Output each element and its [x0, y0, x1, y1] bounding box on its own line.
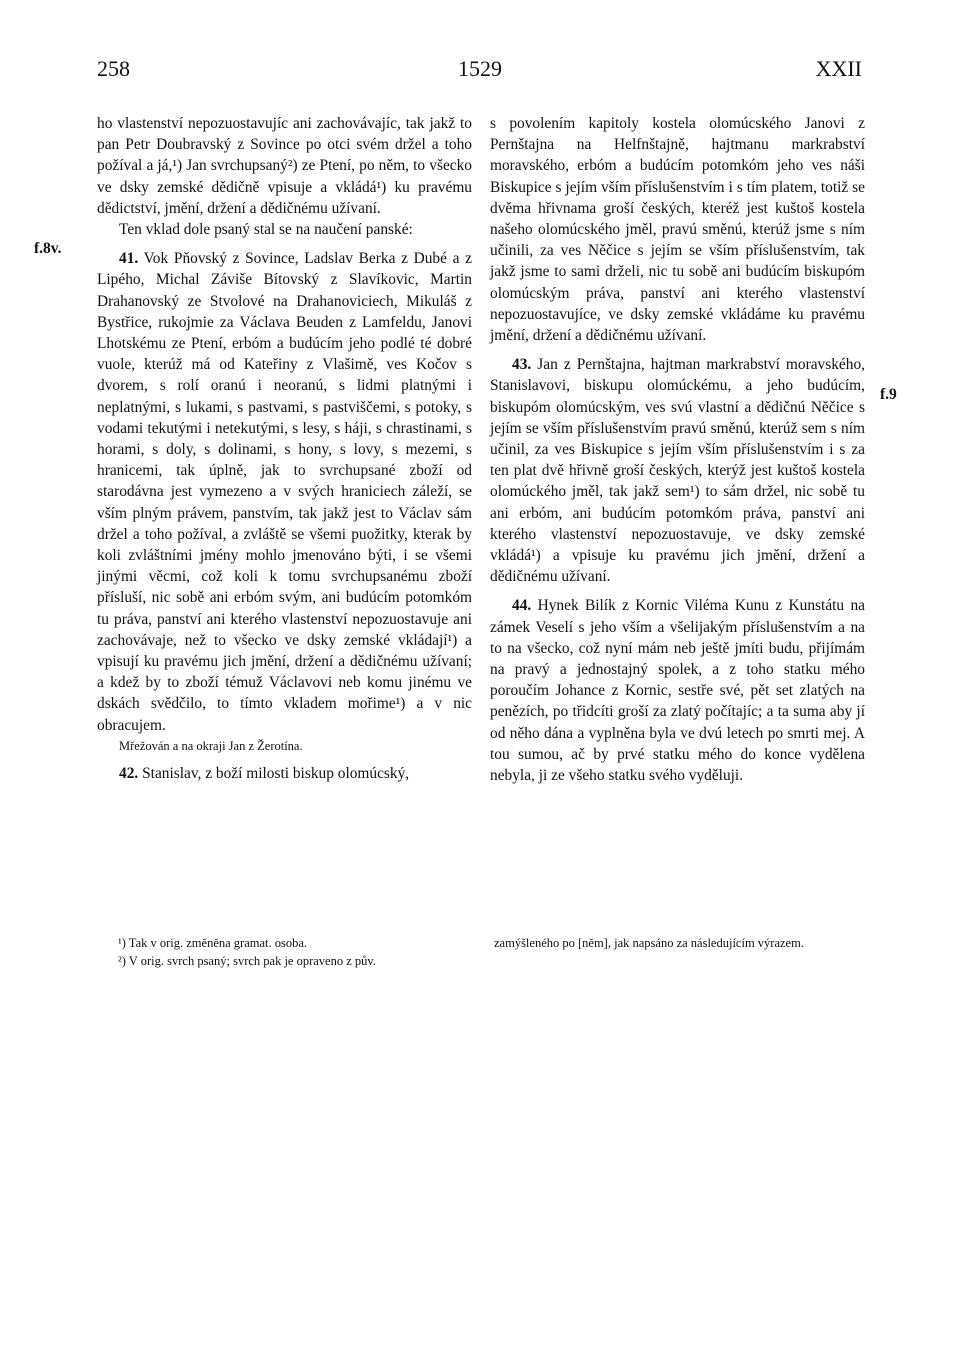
entry-43: [490, 354, 865, 587]
entry-42: [97, 763, 472, 784]
page-number: 258: [97, 56, 130, 81]
left-text-column: [97, 113, 472, 784]
entry-text: Hynek Bilík z Kornic Viléma Kunu z Kunstátu na zámek Veselí s jeho vším a všelijakým příslušenstvím a na to na všecko, což nyní mám neb ještě jmíti budu, přijímám na pravý a jednostajný spolek, a z toho statku mého poroučím Johance z Kornic, sestře své, pět set zlatých na penězích, po třidcíti groší za zlatý počítajíc; a ta suma aby jí od něho dána a vyplněna byla ve dvú letech po smrti mej. A tou sumou, ač by prvé statku mého do konce vydělena nebyla, ji ze všeho statku svého vyděluji.: [490, 597, 865, 785]
entry-number: 41.: [119, 250, 139, 268]
folio-reference-left: f.8v.: [34, 240, 62, 257]
page-year: 1529: [458, 56, 502, 81]
page-roman-numeral: XXII: [815, 56, 862, 81]
footnote-1: ¹) Tak v orig. změněna gramat. osoba.: [118, 936, 308, 950]
entry-number: 42.: [119, 764, 139, 782]
entry-number: 44.: [512, 597, 532, 615]
entry-44: [490, 595, 865, 786]
right-text-column: [490, 113, 865, 786]
paragraph-note-heading: Ten vklad dole psaný stal se na naučení panské:: [119, 221, 413, 239]
editorial-note: Mřežován a na okraji Jan z Žerotína.: [119, 738, 303, 753]
paragraph-continuation: s povolením kapitoly kostela olomúcského Janovi z Pernštajna na Helfnštajně, hajtmanu markrabství moravského, erbóm a budúcím potomkóm jeho ves náši Biskupice s jejím vším příslušenstvím i s tím platem, totiž se dvěma hřivnama groší českých, kteréž jest kuštoš kostela našeho olomúcského jměl, pravú směnú, kterúž jsme s ním učinili, za ves Něčice s jejím se vším příslušenstvím, tak jakž jsme to sami drželi, nic tu sobě ani budúcím biskupóm olomúcským práva, panství ani kterého vlastenství nepozuostavujíce, ve dsky zemské vkládáme ku pravému jmění, držení a dědičnému užívaní.: [490, 115, 865, 345]
folio-reference-right: f.9: [880, 386, 897, 403]
entry-number: 43.: [512, 356, 532, 374]
entry-text: Stanislav, z boží milosti biskup olomúcský,: [142, 764, 410, 782]
footnote-continuation: zamýšleného po [něm], jak napsáno za následujícím výrazem.: [494, 936, 804, 950]
footnote-2: ²) V orig. svrch psaný; svrch pak je opraveno z pův.: [118, 954, 376, 968]
footnotes-right: [494, 934, 866, 952]
entry-text: Jan z Pernštajna, hajtman markrabství moravského, Stanislavovi, biskupu olomúckému, a jeho budúcím, biskupóm olomúcským, ves svú vlastní a dědičnú Něčice s jejím se vším příslušenstvím pravú směnú, kterúž sem s ním učinil, za ves Biskupice s jejím vším příslušenstvím i s za ten plat dvě hřivně groší českých, kterýž jest kuštoš kostela olomúckého jměl, tak jakž sem¹) to sám držel, nic sobě tu ani erbóm, ani budúcím potomkóm práva, panství ani kterého vlastenství nepozuostavuje, ve dsky zemské vkládá¹) a vpisuje ku pravému jich jmění, držení a dědičnému užívaní.: [490, 356, 865, 586]
entry-41: [97, 248, 472, 736]
entry-text: Vok Pňovský z Sovince, Ladslav Berka z Dubé a z Lipého, Michal Záviše Bítovský z Slavíkovic, Martin Drahanovský ze Stvolové na Drahanoviciech, Mikuláš z Bystřice, rukojmie za Václava Beuden z Lamfeldu, Janovi Lhotskému ze Ptení, erbóm a budúcím jeho podlé té dobré vuole, kterúž má od Kateřiny z Vlašimě, ves Kočov s dvorem, s rolí oranú i neoranú, s lidmi platnými i neplatnými, s lukami, s pastvami, s pastviščemi, s potoky, s vodami tekutými i netekutými, s lesy, s háji, s chrastinami, s horami, s doly, s dolinami, s hony, s lovy, s mezemi, s hranicemi, tak úplně, jak to svrchupsané zboží od starodávna jest vymezeno a v svých hraniciech záleží, se vším plným právem, panstvím, tak jakž jest to Václav sám držel a toho požíval, a zvláště se všemi puožitky, kterak by koli zvláštními jmény mohlo jmenováno býti, i se všemi jinými věcmi, což koli k tomu svrchupsanému zboží přísluší, nic sobě ani erbóm svým, ani budúcím potomkóm tu práva, panství ani kterého vlastenství nepozuostavuje ani zachovávaje, než to všecko ve dsky zemské vkládají¹) a vpisují ku pravému jich jmění, držení a dědičnému užívaní; a kdež by to zboží témuž Václavovi neb komu jinému ve dskách svědčilo, to tímto vkladem mořime¹) a v nic obracujem.: [97, 250, 472, 734]
footnotes-left: [118, 934, 473, 970]
paragraph-continuation: ho vlastenství nepozuostavujíc ani zachovávajíc, tak jakž to pan Petr Doubravský z Sovince po otci svém držel a toho požíval a já,¹) Jan svrchupsaný²) ze Ptení, po něm, to všecko ve dsky zemské dědičně vpisuje a vkládá¹) ku pravému dědictství, jmění, držení a dědičnému užívaní.: [97, 115, 472, 217]
